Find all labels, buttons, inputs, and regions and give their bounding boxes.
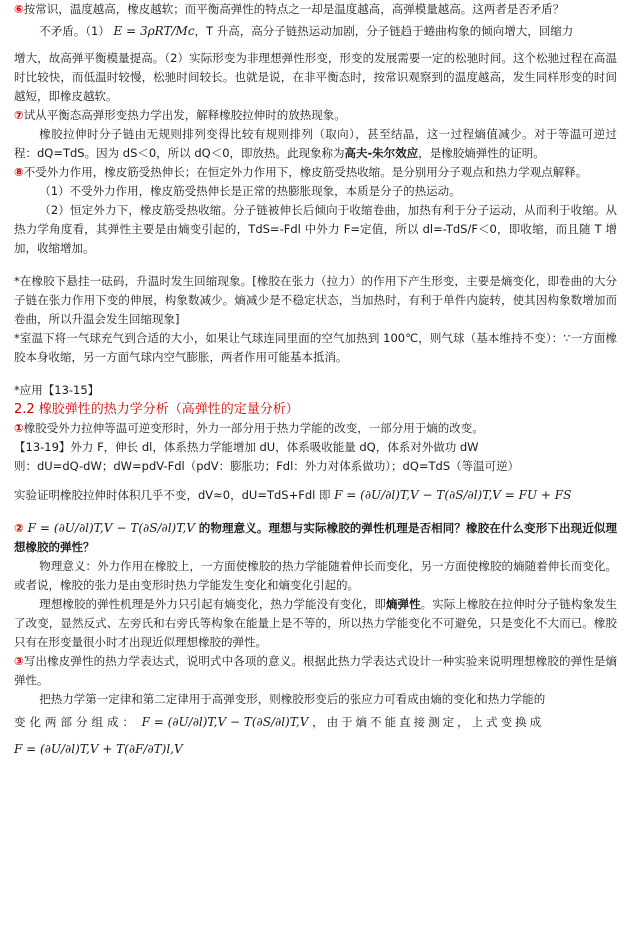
p3-question: ③写出橡皮弹性的热力学表达式，说明式中各项的意义。根据此热力学表达式设计一种实验来说明理想橡胶的弹性是熵弹性。 (14, 654, 617, 687)
energy-eqs: 则：dU=dQ-dW；dW=pdV-Fdl（pdV：膨胀功；Fdl：外力对体系做功）；dQ=TdS（等温可逆） (14, 459, 520, 473)
p3-answer-a: 把热力学第一定律和第二定律用于高弹变形，则橡胶形变后的张应力可看成由熵的变化和热力学能的 (39, 692, 546, 706)
p2-number: ② (14, 521, 24, 535)
gough-joule-effect: 高夫-朱尔效应 (344, 146, 419, 160)
main-formula: F = (∂U/∂l)T,V − T(∂S/∂l)T,V = FU + FS (334, 488, 572, 502)
q7-answer: 橡胶拉伸时分子链由无规则排列变得比较有规则排列（取向），甚至结晶，这一过程熵值减少。对于等温可逆过程：dQ=TdS。因为 dS＜0，所以 dQ＜0，即放热。此现象称为高夫-朱尔效应，是橡胶熵弹性的证明。 (14, 127, 617, 160)
ref-13-19: 【13-19】外力 F，伸长 dl，体系热力学能增加 dU，体系吸收能量 dQ，体系对外做功 dW (14, 440, 479, 454)
apply-ref: *应用【13-15】 (14, 383, 100, 397)
q6-number: ⑥ (14, 2, 24, 16)
p3-formula: F = (∂U/∂l)T,V − T(∂S/∂l)T,V (141, 715, 309, 729)
p3-answer-b: 变化两部分组成： F = (∂U/∂l)T,V − T(∂S/∂l)T,V ，由于熵不能直接测定，上式变换成 (14, 715, 545, 729)
entropy-elasticity: 熵弹性 (385, 597, 421, 611)
note-weight: *在橡胶下悬挂一砝码，升温时发生回缩现象。[橡胶在张力（拉力）的作用下产生形变，主要是熵变化，即卷曲的大分子链在张力作用下变的伸展，构象数减少。熵减少是不稳定状态，当加热时，有利于单件内旋转，使其因构象数增加而卷曲，所以升温会发生回缩现象] (14, 274, 617, 326)
q6-question: ⑥按常识，温度越高，橡皮越软；而平衡高弹性的特点之一却是温度越高，高弹模量越高。这两者是否矛盾？ (14, 2, 565, 16)
p1-number: ① (14, 421, 24, 435)
p3-number: ③ (14, 654, 24, 668)
p3-last-formula: F = (∂U/∂l)T,V + T(∂F/∂T)l,V (14, 742, 183, 756)
p1: ①橡胶受外力拉伸等温可逆变形时，外力一部分用于热力学能的改变，一部分用于熵的改变。 (14, 421, 484, 435)
q8-number: ⑧ (14, 165, 24, 179)
q7-number: ⑦ (14, 108, 24, 122)
q7-question: ⑦试从平衡态高弹形变热力学出发，解释橡胶拉伸时的放热现象。 (14, 108, 346, 122)
q8-question: ⑧不受外力作用，橡皮筋受热伸长；在恒定外力作用下，橡皮筋受热收缩。是分别用分子观点和热力学观点解释。 (14, 165, 588, 179)
experiment-line: 实验证明橡胶拉伸时体积几乎不变，dV≈0，dU=TdS+Fdl 即 F = (∂U/∂l)T,V − T(∂S/∂l)T,V = FU + FS (14, 488, 572, 502)
q6-answer: 不矛盾。（1） E = 3ρRT/Mc，T 升高，高分子链热运动加剧，分子链趋于蜷曲构象的倾向增大，回缩力 (39, 24, 574, 38)
p2-formula: F = (∂U/∂l)T,V − T(∂S/∂l)T,V (27, 521, 195, 535)
q8-answer-2: （2）恒定外力下，橡皮筋受热收缩。分子链被伸长后倾向于收缩卷曲，加热有利于分子运动，从而利于收缩。从热力学角度看，其弹性主要是由熵变引起的，TdS=-Fdl 中外力 F=定值，所以 dl=-TdS/F＜0，即收缩，而且随 T 增加，收缩增加。 (14, 203, 617, 255)
p2-question: ② F = (∂U/∂l)T,V − T(∂S/∂l)T,V 的物理意义。理想与实际橡胶的弹性机理是否相同？橡胶在什么变形下出现近似理想橡胶的弹性？ (14, 521, 618, 554)
section-title: 2.2 橡胶弹性的热力学分析（高弹性的定量分析） (14, 402, 299, 417)
note-balloon: *室温下将一气球充气到合适的大小，如果让气球连同里面的空气加热到 100℃，则气球（基本维持不变）：∵一方面橡胶本身收缩，另一方面气球内空气膨胀，两者作用可能基本抵消。 (14, 331, 617, 364)
modulus-formula: E = 3ρRT/Mc (113, 24, 195, 38)
p2-answer-2: 理想橡胶的弹性机理是外力只引起有熵变化，热力学能没有变化，即熵弹性。实际上橡胶在拉伸时分子链构象发生了改变，显然反式、左旁氏和右旁氏等构象在能量上是不等的，所以热力学能变化不可避免，只是变化不大而已。橡胶只有在形变量很小时才出现近似理想橡胶的弹性。 (14, 597, 618, 649)
p2-answer-1: 物理意义：外力作用在橡胶上，一方面使橡胶的热力学能随着伸长而变化，另一方面使橡胶的熵随着伸长而变化。或者说，橡胶的张力是由变形时热力学能发生变化和熵变化引起的。 (14, 559, 617, 592)
q6-answer-cont: 增大，故高弹平衡模量提高。（2）实际形变为非理想弹性形变，形变的发展需要一定的松驰时间。这个松驰过程在高温时比较快，而低温时较慢，松驰时间较长。也就是说，在非平衡态时，按常识观察到的温度越高，发生同样形变的时间越短，即橡皮越软。 (14, 51, 617, 103)
q8-answer-1: （1）不受外力作用，橡皮筋受热伸长是正常的热膨胀现象，本质是分子的热运动。 (39, 184, 461, 198)
